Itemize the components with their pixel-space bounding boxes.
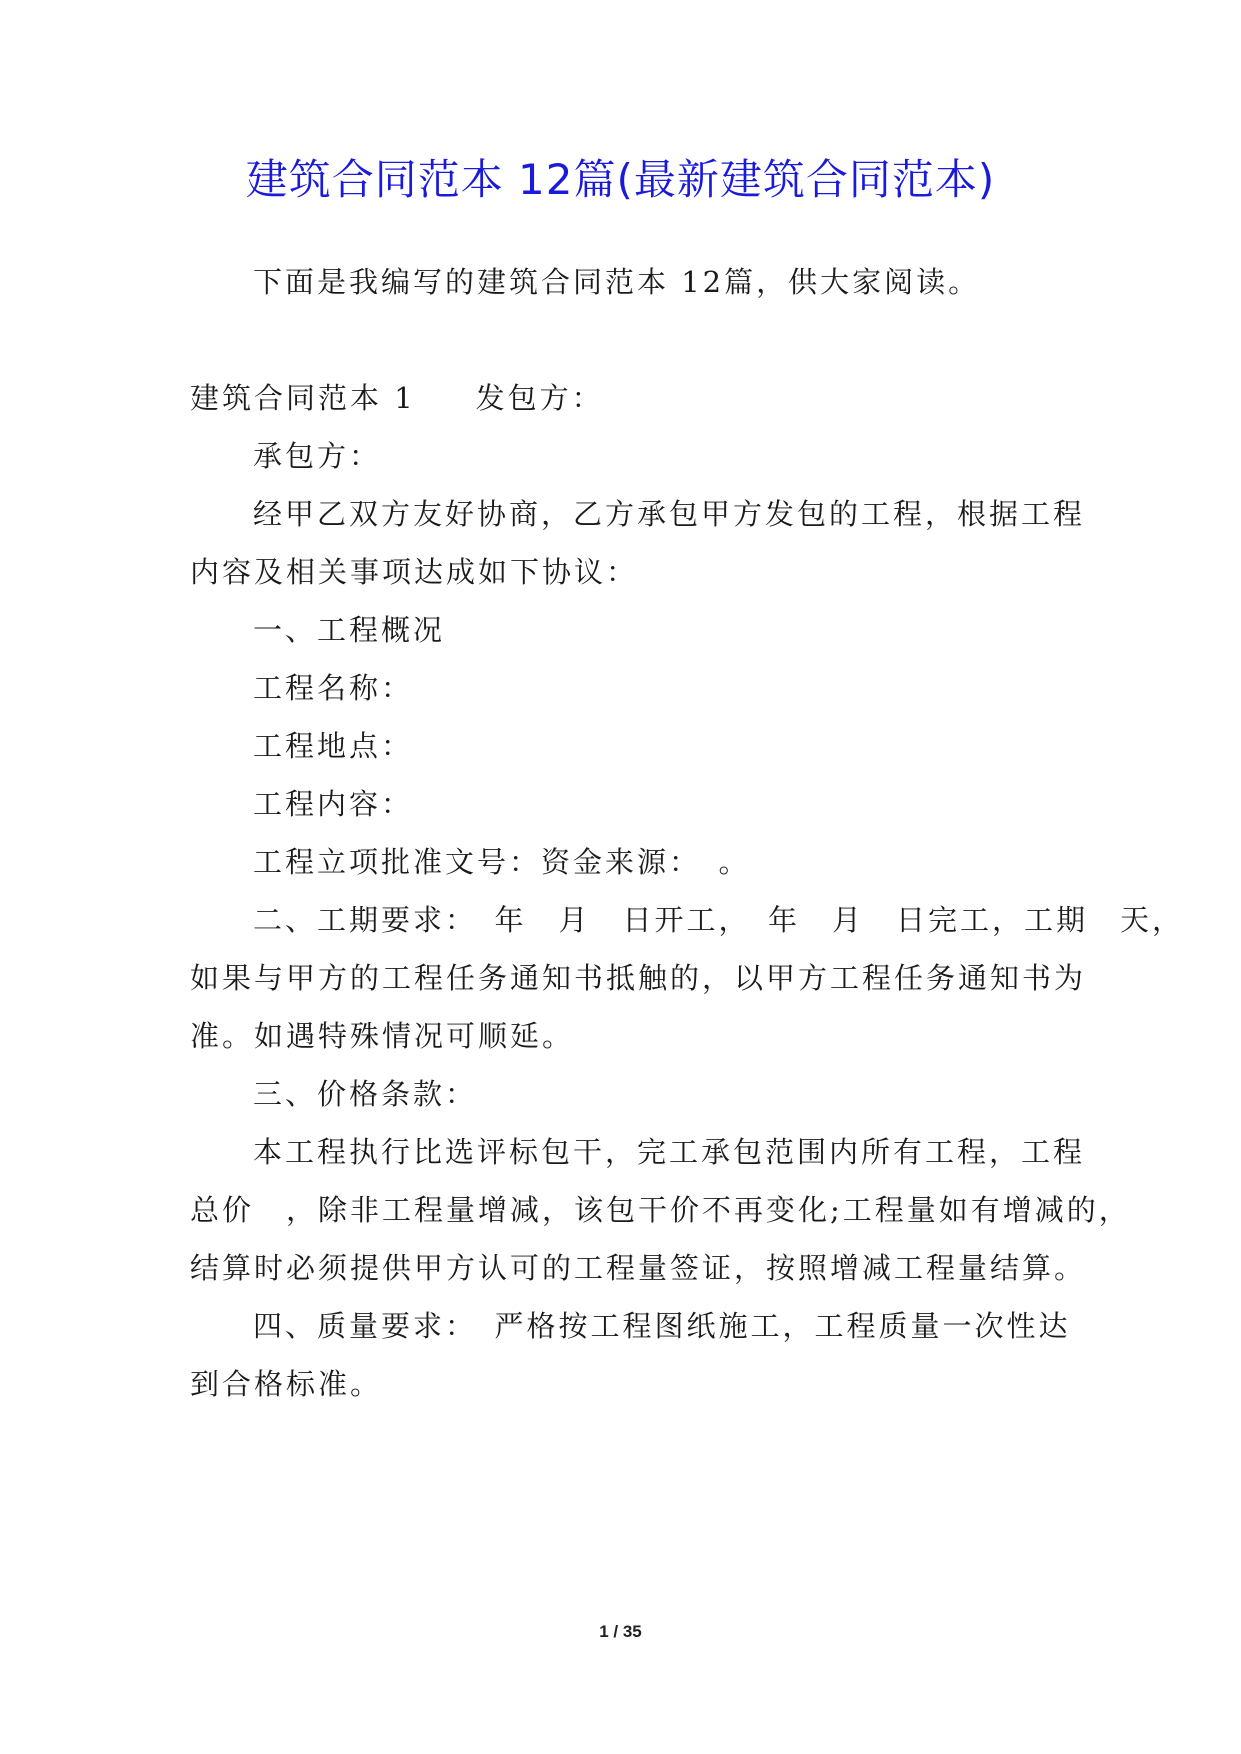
price-paragraph-line-2: 总价 ，除非工程量增减，该包干价不再变化;工程量如有增减的， <box>190 1193 1131 1227</box>
section-heading-row <box>190 378 1070 418</box>
agreement-paragraph-line-2: 内容及相关事项达成如下协议： <box>190 555 639 589</box>
price-paragraph-line-3: 结算时必须提供甲方认可的工程量签证，按照增减工程量结算。 <box>190 1251 1087 1285</box>
project-approval-field: 工程立项批准文号：资金来源： 。 <box>253 845 751 879</box>
section-heading: 建筑合同范本 1 <box>190 381 416 415</box>
schedule-paragraph-line-1: 二、工期要求： 年 月 日开工， 年 月 日完工，工期 天， <box>253 903 1185 937</box>
agreement-paragraph-line-1: 经甲乙双方友好协商，乙方承包甲方发包的工程，根据工程 <box>253 497 1086 531</box>
contractor-label: 承包方： <box>253 439 382 473</box>
section-heading-price: 三、价格条款： <box>253 1077 478 1111</box>
schedule-paragraph-line-3: 准。如遇特殊情况可顺延。 <box>190 1019 575 1053</box>
project-location-field: 工程地点： <box>253 729 414 763</box>
quality-paragraph-line-2: 到合格标准。 <box>190 1367 383 1401</box>
project-content-field: 工程内容： <box>253 787 414 821</box>
quality-paragraph-line-1: 四、质量要求： 严格按工程图纸施工，工程质量一次性达 <box>253 1309 1071 1343</box>
schedule-paragraph-line-2: 如果与甲方的工程任务通知书抵触的，以甲方工程任务通知书为 <box>190 961 1087 995</box>
employer-label: 发包方： <box>475 381 604 415</box>
document-title: 建筑合同范本 12篇(最新建筑合同范本) <box>245 155 996 204</box>
project-name-field: 工程名称： <box>253 671 414 705</box>
section-heading-overview: 一、工程概况 <box>253 613 446 647</box>
price-paragraph-line-1: 本工程执行比选评标包干，完工承包范围内所有工程，工程 <box>253 1135 1086 1169</box>
page-number: 1 / 35 <box>599 1622 642 1641</box>
intro-paragraph: 下面是我编写的建筑合同范本 12篇，供大家阅读。 <box>253 265 981 299</box>
